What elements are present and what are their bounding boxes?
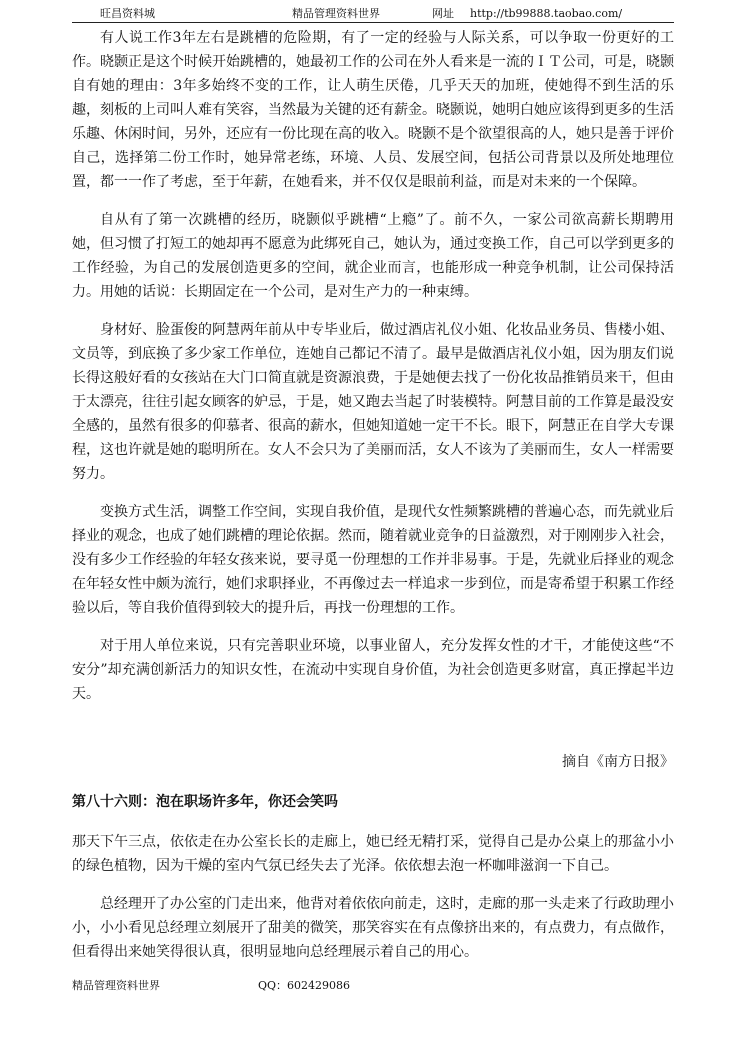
paragraph: 变换方式生活，调整工作空间，实现自我价值，是现代女性频繁跳槽的普遍心态，而先就业后择业的观念，也成了她们跳槽的理论依据。然而，随着就业竞争的日益激烈，对于刚刚步入社会，没有多少工作经验的年轻女孩来说，要寻觅一份理想的工作并非易事。于是，先就业后择业的观念在年轻女性中颇为流行，她们求职择业，不再像过去一样追求一步到位，而是寄希望于积累工作经验以后，等自我价值得到较大的提升后，再找一份理想的工作。 xyxy=(72,504,674,616)
footer-qq: QQ：602429086 xyxy=(258,979,351,992)
page-footer xyxy=(72,978,674,994)
section-title: 第八十六则：泡在职场许多年，你还会笑吗 xyxy=(72,794,338,810)
paragraph: 身材好、脸蛋俊的阿慧两年前从中专毕业后，做过酒店礼仪小姐、化妆品业务员、售楼小姐、文员等，到底换了多少家工作单位，连她自己都记不清了。最早是做酒店礼仪小姐，因为朋友们说长得这般好看的女孩站在大门口简直就是资源浪费，于是她便去找了一份化妆品推销员来干，但由于太漂亮，往往引起女顾客的妒忌，于是，她又跑去当起了时装模特。阿慧目前的工作算是最没安全感的，虽然有很多的仰慕者、很高的薪水，但她知道她一定干不长。眼下，阿慧正在自学大专课程，这也许就是她的聪明所在。女人不会只为了美丽而活，女人不该为了美丽而生，女人一样需要努力。 xyxy=(72,322,674,482)
source-citation: 摘自《南方日报》 xyxy=(562,754,674,770)
paragraph: 那天下午三点，依依走在办公室长长的走廊上，她已经无精打采，觉得自己是办公桌上的那盆小小的绿色植物，因为干燥的室内气氛已经失去了光泽。依依想去泡一杯咖啡滋润一下自己。 xyxy=(72,834,674,874)
page-header xyxy=(72,6,674,23)
header-shop-name: 旺昌资料城 xyxy=(100,7,155,20)
paragraph: 自从有了第一次跳槽的经历，晓颢似乎跳槽“上瘾”了。前不久，一家公司欲高薪长期聘用她，但习惯了打短工的她却再不愿意为此绑死自己，她认为，通过变换工作，自己可以学到更多的工作经验，为自己的发展创造更多的空间，就企业而言，也能形成一种竞争机制，让公司保持活力。用她的话说：长期固定在一个公司，是对生产力的一种束缚。 xyxy=(72,212,674,300)
header-url-label: 网址 xyxy=(432,7,454,20)
footer-site-title: 精品管理资料世界 xyxy=(72,979,160,992)
paragraph: 对于用人单位来说，只有完善职业环境，以事业留人，充分发挥女性的才干，才能使这些“不安分”却充满创新活力的知识女性，在流动中实现自身价值，为社会创造更多财富，真正撑起半边天。 xyxy=(72,638,674,702)
document-body xyxy=(72,26,674,964)
header-url: http://tb99888.taobao.com/ xyxy=(470,7,623,20)
paragraph: 总经理开了办公室的门走出来，他背对着依依向前走，这时，走廊的那一头走来了行政助理小小，小小看见总经理立刻展开了甜美的微笑，那笑容实在有点像挤出来的，有点费力，有点做作，但看得出来她笑得很认真，很明显地向总经理展示着自己的用心。 xyxy=(72,896,674,960)
paragraph: 有人说工作3年左右是跳槽的危险期，有了一定的经验与人际关系，可以争取一份更好的工作。晓颢正是这个时候开始跳槽的，她最初工作的公司在外人看来是一流的ＩＴ公司，可是，晓颢自有她的理由：3年多始终不变的工作，让人萌生厌倦，几乎天天的加班，使她得不到生活的乐趣，刻板的上司叫人难有笑容，当然最为关键的还有薪金。晓颢说，她明白她应该得到更多的生活乐趣、休闲时间，另外，还应有一份比现在高的收入。晓颢不是个欲望很高的人，她只是善于评价自己，选择第二份工作时，她异常老练，环境、人员、发展空间，包括公司背景以及所处地理位置，都一一作了考虑，至于年薪，在她看来，并不仅仅是眼前利益，而是对未来的一个保障。 xyxy=(72,30,674,190)
header-site-title: 精品管理资料世界 xyxy=(292,7,380,20)
